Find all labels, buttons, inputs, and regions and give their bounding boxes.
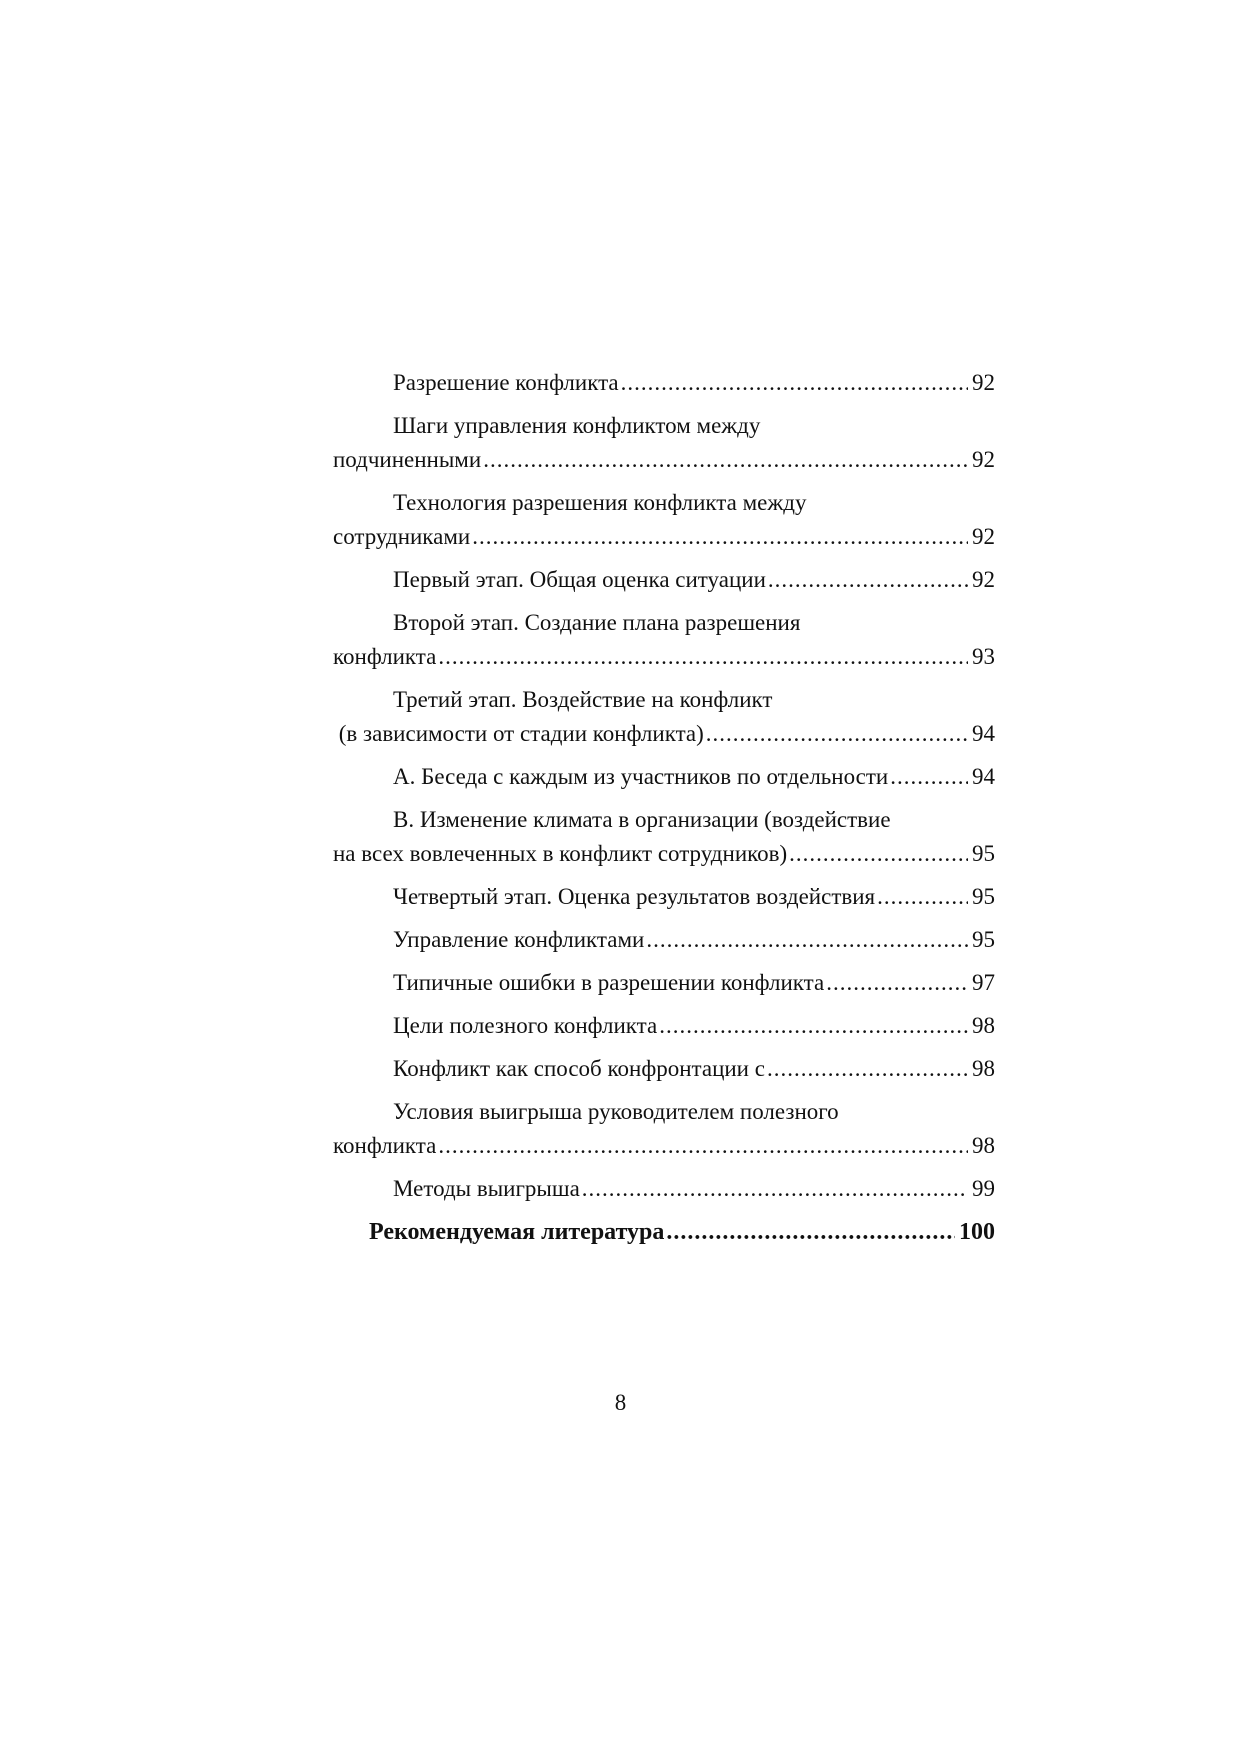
toc-dot-leader [472, 520, 968, 554]
toc-entry-title-line1: Шаги управления конфликтом между [393, 413, 761, 438]
toc-entry-conflict-management [333, 923, 995, 957]
toc-entry-third-stage [333, 683, 995, 751]
toc-entry-page: 92 [972, 567, 995, 592]
toc-entry-page: 95 [972, 927, 995, 952]
toc-entry-winning-conditions [333, 1095, 995, 1163]
toc-entry-page: 100 [959, 1219, 995, 1245]
toc-entry-page: 98 [972, 1056, 995, 1081]
toc-entry-page: 95 [972, 884, 995, 909]
toc-dot-leader [438, 640, 968, 674]
toc-entry-title: Конфликт как способ конфронтации с [393, 1056, 765, 1081]
toc-dot-leader [767, 1052, 968, 1086]
toc-dot-leader [768, 563, 968, 597]
toc-entry-recommended-literature [333, 1215, 995, 1249]
toc-entry-page: 98 [972, 1013, 995, 1038]
toc-dot-leader [706, 717, 968, 751]
table-of-contents [333, 366, 995, 1258]
toc-dot-leader [483, 443, 968, 477]
toc-entry-title-line1: Технология разрешения конфликта между [393, 490, 807, 515]
toc-dot-leader [438, 1129, 968, 1163]
toc-entry-resolution-technology [333, 486, 995, 554]
toc-entry-winning-methods [333, 1172, 995, 1206]
toc-entry-title-line2: конфликта [333, 1133, 437, 1158]
toc-entry-page: 93 [972, 644, 995, 669]
toc-entry-page: 92 [972, 370, 995, 395]
toc-entry-title: Типичные ошибки в разрешении конфликта [393, 970, 825, 995]
toc-entry-title-line1: В. Изменение климата в организации (воздействие [393, 807, 891, 832]
toc-entry-title-line1: Третий этап. Воздействие на конфликт [393, 687, 773, 712]
toc-entry-title-line2: конфликта [333, 644, 437, 669]
toc-entry-climate-change [333, 803, 995, 871]
toc-dot-leader [646, 923, 968, 957]
toc-entry-page: 92 [972, 447, 995, 472]
toc-dot-leader [890, 760, 968, 794]
page-number: 8 [614, 1390, 627, 1415]
toc-dot-leader [877, 880, 968, 914]
toc-entry-page: 92 [972, 524, 995, 549]
toc-entry-management-steps [333, 409, 995, 477]
toc-entry-fourth-stage [333, 880, 995, 914]
toc-entry-title-line2: на всех вовлеченных в конфликт сотрудников) [333, 841, 788, 866]
toc-entry-title-line1: Второй этап. Создание плана разрешения [393, 610, 801, 635]
toc-entry-page: 98 [972, 1133, 995, 1158]
toc-entry-title: Рекомендуемая литература [369, 1219, 665, 1245]
toc-entry-conflict-resolution [333, 366, 995, 400]
toc-entry-title: Методы выигрыша [393, 1176, 580, 1201]
toc-entry-title: Первый этап. Общая оценка ситуации [393, 567, 766, 592]
toc-entry-page: 95 [972, 841, 995, 866]
toc-entry-page: 99 [972, 1176, 995, 1201]
toc-entry-typical-mistakes [333, 966, 995, 1000]
toc-entry-title-line2: (в зависимости от стадии конфликта) [333, 721, 704, 746]
toc-entry-second-stage [333, 606, 995, 674]
toc-entry-page: 94 [972, 721, 995, 746]
toc-dot-leader [789, 837, 968, 871]
toc-entry-title-line1: Условия выигрыша руководителем полезного [393, 1099, 839, 1124]
toc-entry-page: 94 [972, 764, 995, 789]
toc-entry-page: 97 [972, 970, 995, 995]
toc-entry-title: Четвертый этап. Оценка результатов воздействия [393, 884, 876, 909]
toc-dot-leader [666, 1215, 955, 1249]
toc-entry-title: Цели полезного конфликта [393, 1013, 658, 1038]
toc-entry-title: Разрешение конфликта [393, 370, 619, 395]
toc-entry-title-line2: подчиненными [333, 447, 482, 472]
toc-entry-title: Управление конфликтами [393, 927, 645, 952]
toc-dot-leader [621, 366, 968, 400]
toc-dot-leader [659, 1009, 968, 1043]
toc-dot-leader [582, 1172, 968, 1206]
toc-entry-useful-conflict-goals [333, 1009, 995, 1043]
toc-entry-title-line2: сотрудниками [333, 524, 471, 549]
toc-entry-first-stage [333, 563, 995, 597]
toc-entry-conversation [333, 760, 995, 794]
toc-dot-leader [826, 966, 968, 1000]
toc-entry-confrontation [333, 1052, 995, 1086]
toc-entry-title: А. Беседа с каждым из участников по отдельности [393, 764, 889, 789]
